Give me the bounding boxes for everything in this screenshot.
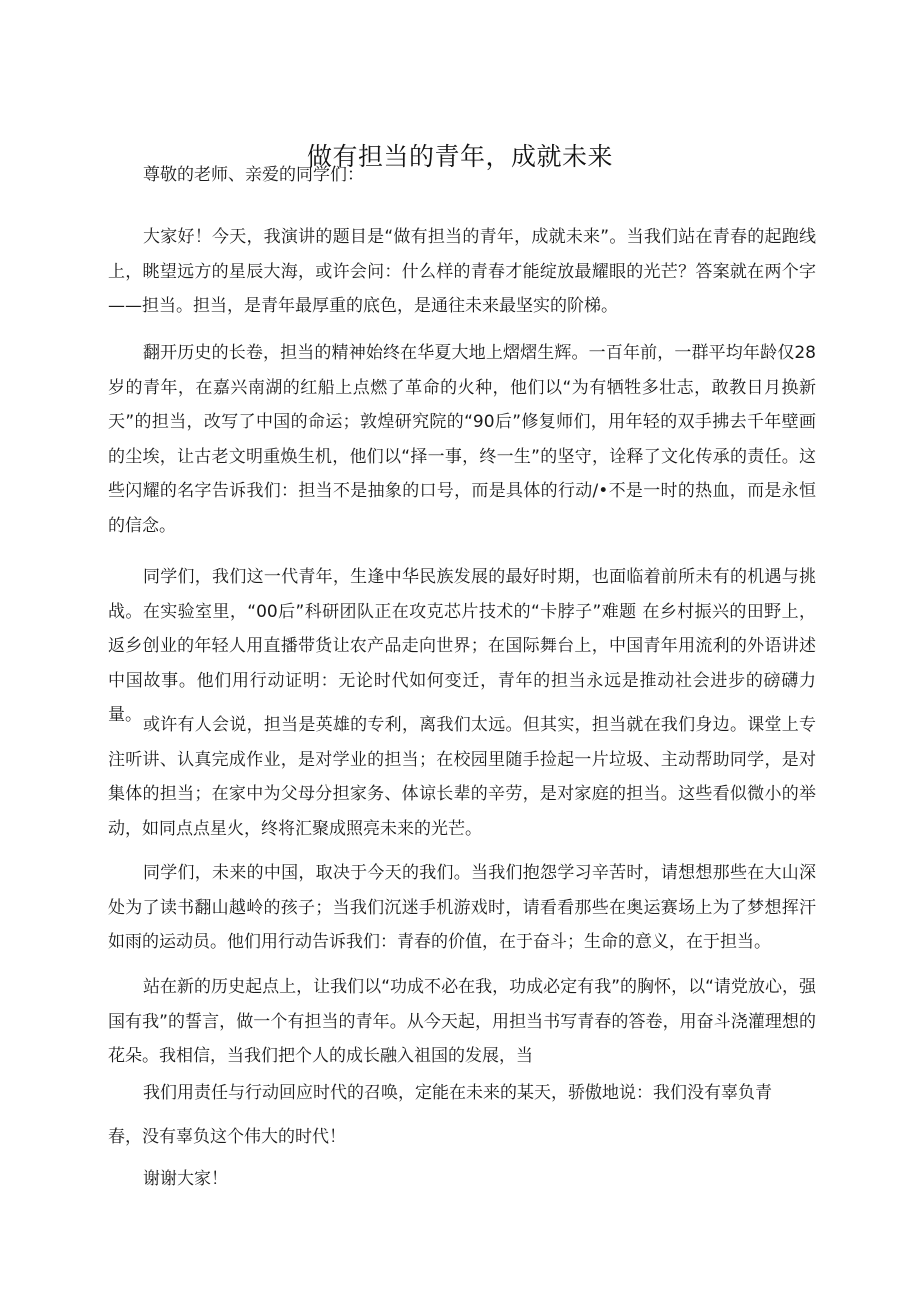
paragraph-continuation: 我们用责任与行动回应时代的召唤，定能在未来的某天，骄傲地说：我们没有辜负青 [143,1083,772,1103]
paragraph-future-china: 同学们，未来的中国，取决于今天的我们。当我们抱怨学习辛苦时，请想想那些在大山深处为了读书翻山越岭的孩子；当我们沉迷手机游戏时，请看看那些在奥运赛场上为了梦想挥汗如雨的运动员。他们用行动告诉我们：青春的价值，在于奋斗；生命的意义，在于担当。 [108,863,816,952]
paragraph-intro: 大家好！今天，我演讲的题目是“做有担当的青年，成就未来”。当我们站在青春的起跑线上，眺望远方的星辰大海，或许会问：什么样的青春才能绽放最耀眼的光芒？答案就在两个字——担当。担当，是青年最厚重的底色，是通往未来最坚实的阶梯。 [108,227,816,316]
paragraph-daily-responsibility: 或许有人会说，担当是英雄的专利，离我们太远。但其实，担当就在我们身边。课堂上专注听讲、认真完成作业，是对学业的担当；在校园里随手捡起一片垃圾、主动帮助同学，是对集体的担当；在家中为父母分担家务、体谅长辈的辛劳，是对家庭的担当。这些看似微小的举动，如同点点星火，终将汇聚成照亮未来的光芒。 [108,715,816,839]
paragraph-generation: 同学们，我们这一代青年，生逢中华民族发展的最好时期，也面临着前所未有的机遇与挑战。在实验室里，“00后”科研团队正在攻克芯片技术的“卡脖子”难题 在乡村振兴的田野上，返乡创业的年轻人用直播带货让农产品走向世界；在国际舞台上，中国青年用流利的外语讲述中国故事。他们用行动证明：无论时代如何变迁，青年的担当永远是推动社会进步的磅礴力量。 [108,567,816,725]
paragraph-history: 翻开历史的长卷，担当的精神始终在华夏大地上熠熠生辉。一百年前，一群平均年龄仅28岁的青年，在嘉兴南湖的红船上点燃了革命的火种，他们以“为有牺牲多壮志，敢教日月换新天”的担当，改写了中国的命运；敦煌研究院的“90后”修复师们，用年轻的双手拂去千年壁画的尘埃，让古老文明重焕生机，他们以“择一事，终一生”的坚守，诠释了文化传承的责任。这些闪耀的名字告诉我们：担当不是抽象的口号，而是具体的行动/•不是一时的热血，而是永恒的信念。 [108,343,816,536]
closing-thanks: 谢谢大家！ [143,1169,228,1189]
page-title: 做有担当的青年，成就未来 [306,141,613,171]
paragraph-new-starting-point: 站在新的历史起点上，让我们以“功成不必在我，功成必定有我”的胸怀，以“请党放心，强国有我”的誓言，做一个有担当的青年。从今天起，用担当书写青春的答卷，用奋斗浇灌理想的花朵。我相信，当我们把个人的成长融入祖国的发展，当 [108,977,816,1066]
paragraph-ending-line: 春，没有辜负这个伟大的时代！ [108,1127,346,1147]
salutation: 尊敬的老师、亲爱的同学们： [143,165,364,185]
